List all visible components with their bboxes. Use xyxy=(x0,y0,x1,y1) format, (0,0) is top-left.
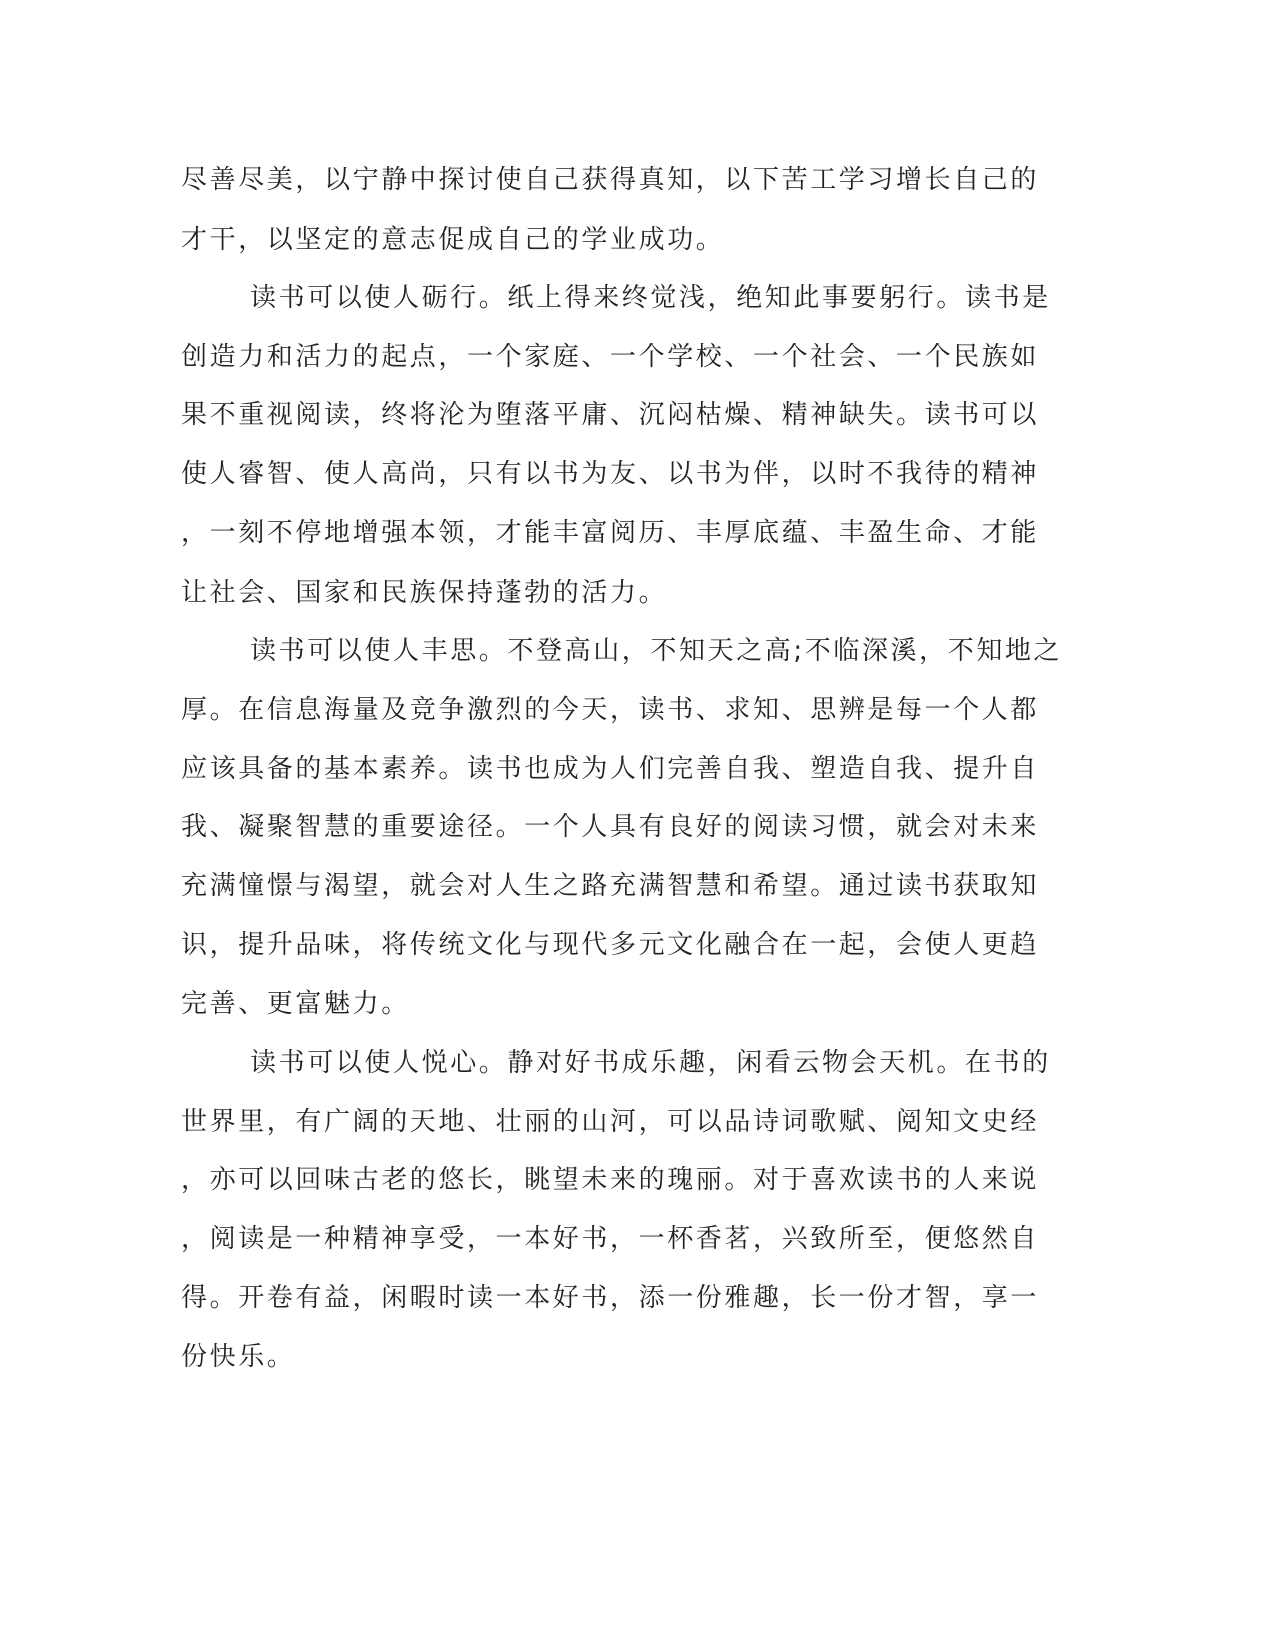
paragraph-first-line: 读书可以使人砺行。纸上得来终觉浅，绝知此事要躬行。读书是 xyxy=(250,283,1051,313)
text-line: 让社会、国家和民族保持蓬勃的活力。 xyxy=(181,578,668,608)
text-line: 厚。在信息海量及竞争激烈的今天，读书、求知、思辨是每一个人都 xyxy=(181,695,1040,725)
text-line: 份快乐。 xyxy=(181,1342,296,1372)
text-line: 创造力和活力的起点，一个家庭、一个学校、一个社会、一个民族如 xyxy=(181,342,1040,372)
text-line: 得。开卷有益，闲暇时读一本好书，添一份雅趣，长一份才智，享一 xyxy=(181,1283,1040,1313)
text-line: 识，提升品味，将传统文化与现代多元文化融合在一起，会使人更趋 xyxy=(181,930,1040,960)
text-line: 完善、更富魅力。 xyxy=(181,989,410,1019)
text-line: ，一刻不停地增强本领，才能丰富阅历、丰厚底蕴、丰盈生命、才能 xyxy=(181,518,1040,548)
text-line: ，亦可以回味古老的悠长，眺望未来的瑰丽。对于喜欢读书的人来说 xyxy=(181,1165,1040,1195)
paragraph-first-line: 读书可以使人悦心。静对好书成乐趣，闲看云物会天机。在书的 xyxy=(250,1048,1051,1078)
text-line: ，阅读是一种精神享受，一本好书，一杯香茗，兴致所至，便悠然自 xyxy=(181,1224,1040,1254)
text-line: 世界里，有广阔的天地、壮丽的山河，可以品诗词歌赋、阅知文史经 xyxy=(181,1107,1040,1137)
paragraph-first-line: 读书可以使人丰思。不登高山，不知天之高;不临深溪，不知地之 xyxy=(250,636,1063,666)
text-line: 果不重视阅读，终将沦为堕落平庸、沉闷枯燥、精神缺失。读书可以 xyxy=(181,400,1040,430)
text-line: 我、凝聚智慧的重要途径。一个人具有良好的阅读习惯，就会对未来 xyxy=(181,812,1040,842)
text-line: 充满憧憬与渴望，就会对人生之路充满智慧和希望。通过读书获取知 xyxy=(181,871,1040,901)
text-line: 尽善尽美，以宁静中探讨使自己获得真知，以下苦工学习增长自己的 xyxy=(181,165,1040,195)
text-line: 使人睿智、使人高尚，只有以书为友、以书为伴，以时不我待的精神 xyxy=(181,459,1040,489)
text-line: 才干，以坚定的意志促成自己的学业成功。 xyxy=(181,225,725,255)
text-line: 应该具备的基本素养。读书也成为人们完善自我、塑造自我、提升自 xyxy=(181,754,1040,784)
